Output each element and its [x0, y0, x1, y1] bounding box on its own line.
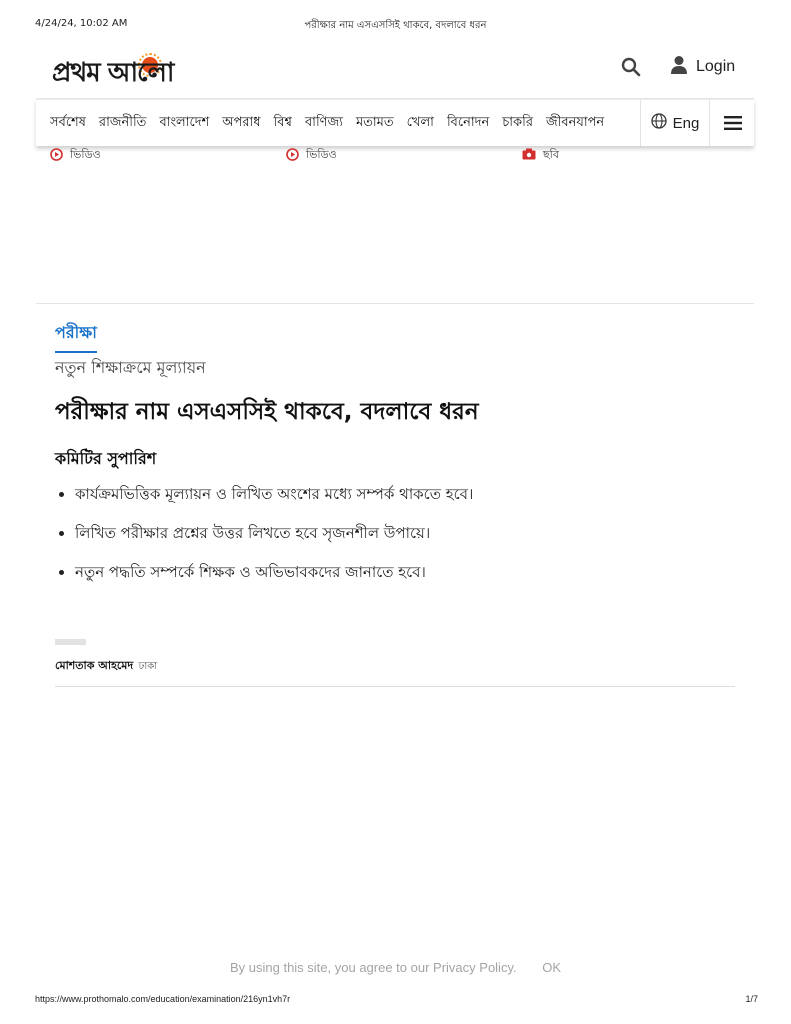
- main-navigation: [36, 99, 754, 146]
- nav-item-bangladesh[interactable]: বাংলাদেশ: [159, 114, 210, 130]
- print-page-title: পরীক্ষার নাম এসএসসিই থাকবে, বদলাবে ধরন: [304, 20, 487, 31]
- logo-text: প্রথম আলো: [52, 58, 174, 88]
- nav-item-latest[interactable]: সর্বশেষ: [50, 114, 86, 130]
- nav-item-business[interactable]: বাণিজ্য: [304, 114, 343, 130]
- media-label: ভিডিও: [306, 148, 337, 161]
- play-circle-icon: [50, 148, 63, 164]
- byline: [55, 657, 157, 676]
- author-location: ঢাকা: [138, 661, 158, 672]
- nav-item-lifestyle[interactable]: জীবনযাপন: [546, 114, 605, 130]
- consent-ok-button[interactable]: OK: [542, 960, 562, 975]
- user-icon: [670, 55, 688, 79]
- divider: [36, 303, 754, 304]
- media-label: ভিডিও: [70, 148, 101, 161]
- section-link[interactable]: পরীক্ষা: [55, 320, 97, 353]
- print-date: 4/24/24, 10:02 AM: [35, 18, 128, 29]
- media-link-video-2[interactable]: [286, 146, 337, 165]
- placeholder-bar: [55, 639, 86, 645]
- print-url: https://www.prothomalo.com/education/examination/216yn1vh7r: [35, 994, 291, 1004]
- consent-text: By using this site, you agree to our Privacy Policy.: [229, 960, 517, 975]
- nav-item-politics[interactable]: রাজনীতি: [98, 114, 147, 130]
- search-icon[interactable]: [620, 56, 642, 78]
- nav-item-world[interactable]: বিশ্ব: [273, 114, 292, 130]
- media-link-video-1[interactable]: [50, 146, 101, 165]
- author-name[interactable]: মোশতাক আহমেদ: [55, 659, 134, 672]
- hamburger-menu-icon[interactable]: [709, 100, 755, 146]
- media-label: ছবি: [543, 148, 559, 161]
- nav-item-opinion[interactable]: মতামত: [355, 114, 394, 130]
- nav-item-jobs[interactable]: চাকরি: [502, 114, 533, 130]
- login-button[interactable]: [670, 55, 735, 79]
- language-switch[interactable]: [640, 100, 709, 146]
- language-label: Eng: [672, 114, 700, 132]
- play-circle-icon: [286, 148, 299, 164]
- nav-items: [50, 100, 640, 146]
- nav-item-crime[interactable]: অপরাধ: [222, 114, 261, 130]
- site-logo[interactable]: [52, 52, 173, 96]
- divider: [55, 686, 735, 687]
- list-item: নতুন পদ্ধতি সম্পর্কে শিক্ষক ও অভিভাবকদের জানাতে হবে।: [55, 562, 473, 582]
- nav-item-sports[interactable]: খেলা: [406, 114, 434, 130]
- article-shoulder: নতুন শিক্ষাক্রমে মূল্যায়ন: [55, 358, 206, 377]
- article-headline: পরীক্ষার নাম এসএসসিই থাকবে, বদলাবে ধরন: [55, 399, 479, 425]
- nav-item-entertainment[interactable]: বিনোদন: [446, 114, 490, 130]
- camera-icon: [522, 148, 536, 163]
- consent-banner: [0, 960, 791, 975]
- article-subheading: কমিটির সুপারিশ: [55, 449, 157, 468]
- list-item: কার্যক্রমভিত্তিক মূল্যায়ন ও লিখিত অংশের মধ্যে সম্পর্ক থাকতে হবে।: [55, 484, 473, 504]
- media-link-photo[interactable]: [522, 146, 559, 165]
- print-page-number: 1/7: [745, 994, 758, 1004]
- masthead: [36, 40, 754, 99]
- highlight-list: [55, 484, 473, 601]
- list-item: লিখিত পরীক্ষার প্রশ্নের উত্তর লিখতে হবে সৃজনশীল উপায়ে।: [55, 523, 473, 543]
- login-label: Login: [696, 58, 736, 75]
- globe-icon: [651, 113, 667, 133]
